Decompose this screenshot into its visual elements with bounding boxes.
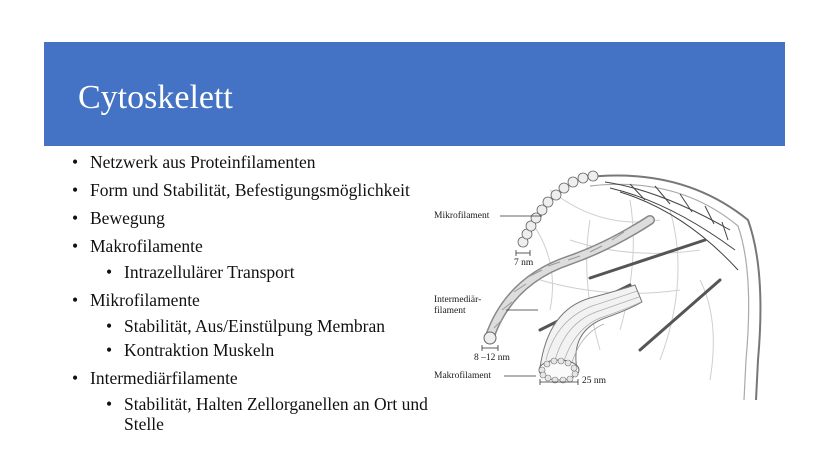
microfilament-label: Mikrofilament [434,211,490,221]
slide-title: Cytoskelett [78,79,233,116]
bullet-dot-icon: • [72,152,79,172]
intermediate-filament-label-1: Intermediär- [434,295,482,305]
cytoskeleton-illustration [430,160,770,400]
bullet-dot-icon: • [72,236,79,256]
macrofilament-label: Makrofilament [434,371,491,381]
bullet-dot-icon: • [106,262,113,282]
bullet-dot-icon: • [72,180,79,200]
microfilament-size-label: 7 nm [514,258,534,268]
bullet-dot-icon: • [72,368,79,388]
bullet-list: • Netzwerk aus Proteinfilamenten • Form und Stabilität, Befestigungsmöglichkeit • Bewegung • Makrofilamente • Intrazellulärer Transport • Mikrofilamente • Stabilität, Aus/Einstülpung Membran • Kontraktion Muskeln • Intermediärfilamente • Stabilität, Halten Zellorganellen an Ort und Stelle [72,152,428,434]
bullet-dot-icon: • [106,316,113,336]
intermediate-filament-label-2: filament [434,306,466,316]
bullet-dot-icon: • [106,394,113,414]
cytoskeleton-drawing [430,160,770,400]
title-bar [44,42,785,146]
bullet-dot-icon: • [106,340,113,360]
bullet-dot-icon: • [72,290,79,310]
bullet-dot-icon: • [72,208,79,228]
macrofilament-size-label: 25 nm [582,376,607,386]
intermediate-filament-size-label: 8 –12 nm [474,353,510,363]
